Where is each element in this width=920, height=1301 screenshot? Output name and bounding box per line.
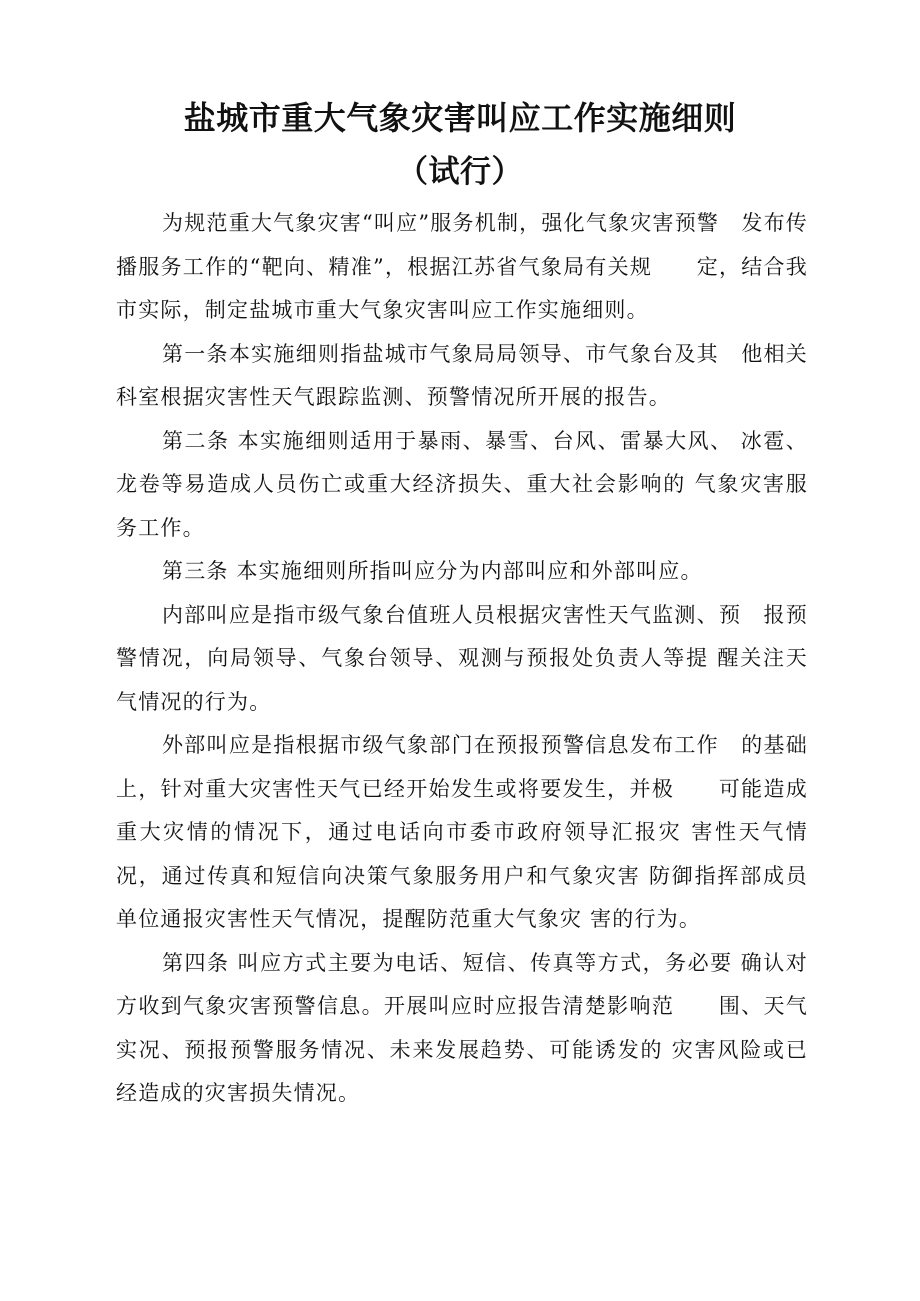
paragraph-external-response: 外部叫应是指根据市级气象部门在预报预警信息发布工作 的基础上，针对重大灾害性天气已经开始发生或将要发生，并极 可能造成重大灾情的情况下，通过电话向市委市政府领导汇报灾 害性天气情况，通过传真和短信向决策气象服务用户和气象灾害 防御指挥部成员单位通报灾害性天气情况，提醒防范重大气象灾 害的行为。 [116,733,808,931]
paragraph-article-4: 第四条 叫应方式主要为电话、短信、传真等方式，务必要 确认对方收到气象灾害预警信息。开展叫应时应报告清楚影响范 围、天气实况、预报预警服务情况、未来发展趋势、可能诱发的 灾害风险或已经造成的灾害损失情况。 [116,950,808,1105]
paragraph-intro: 为规范重大气象灾害“叫应”服务机制，强化气象灾害预警 发布传播服务工作的“靶向、精准”，根据江苏省气象局有关规 定，结合我市实际，制定盐城市重大气象灾害叫应工作实施细则。 [116,211,808,322]
document-title: 盐城市重大气象灾害叫应工作实施细则 [183,99,737,137]
paragraph-article-3: 第三条 本实施细则所指叫应分为内部叫应和外部叫应。 [162,559,703,583]
paragraph-article-2: 第二条 本实施细则适用于暴雨、暴雪、台风、雷暴大风、 冰雹、龙卷等易造成人员伤亡或重大经济损失、重大社会影响的 气象灾害服务工作。 [116,428,808,540]
paragraph-article-1: 第一条本实施细则指盐城市气象局局领导、市气象台及其 他相关科室根据灾害性天气跟踪监测、预警情况所开展的报告。 [116,341,808,409]
document-body [116,202,808,1116]
document-subtitle: （试行） [397,154,523,190]
paragraph-internal-response: 内部叫应是指市级气象台值班人员根据灾害性天气监测、预 报预警情况，向局领导、气象台领导、观测与预报处负责人等提 醒关注天气情况的行为。 [116,602,808,714]
